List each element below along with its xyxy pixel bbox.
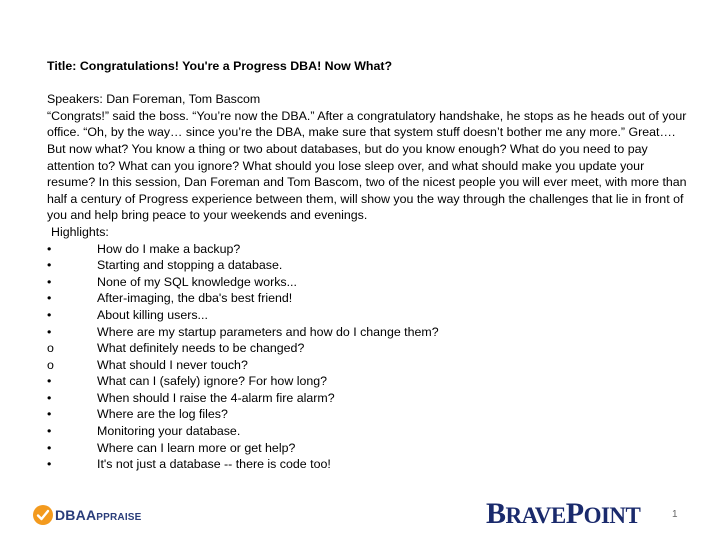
highlight-item [47, 307, 687, 324]
highlight-item [47, 390, 687, 407]
dba-logo-text: DBAAPPRAISE [55, 507, 142, 523]
highlight-text: Monitoring your database. [97, 424, 241, 439]
bullet-marker: • [47, 440, 52, 455]
sub-bullet-marker: o [47, 341, 54, 356]
bullet-marker: • [47, 374, 52, 389]
highlight-text: What can I (safely) ignore? For how long? [97, 374, 328, 389]
sub-bullet-marker: o [47, 357, 54, 372]
highlights-label: Highlights: [51, 224, 109, 239]
checkmark-icon [33, 505, 53, 525]
highlight-item [47, 440, 687, 457]
bullet-marker: • [47, 258, 52, 273]
bullet-marker: • [47, 424, 52, 439]
bravepoint-logo: BRAVEPOINT [486, 497, 641, 530]
speakers: Speakers: Dan Foreman, Tom Bascom [47, 92, 261, 107]
abstract-paragraph: “Congrats!” said the boss. “You’re now the DBA.” After a congratulatory handshake, he stops as he heads out of your office. “Oh, by the way… since you’re the DBA, make sure that system stuff doesn’t bother me any more.” Great…. But now what? You know a thing or two about databases, but do you know enough? What do you need to pay attention to? What can you ignore? What should you lose sleep over, and what should make you update your resume? In this session, Dan Foreman and Tom Bascom, two of the nicest people you will ever meet, with more than half a century of Progress experience between them, will show you the way through the challenges that lie in front of you and help bring peace to your weekends and evenings. [47, 108, 687, 223]
highlight-text: It's not just a database -- there is code too! [97, 457, 331, 472]
bullet-marker: • [47, 390, 52, 405]
slide-title: Title: Congratulations! You're a Progress DBA! Now What? [47, 59, 393, 73]
bullet-marker: • [47, 291, 52, 306]
dba-appraise-logo [33, 503, 142, 527]
highlight-item [47, 373, 687, 390]
highlight-text: How do I make a backup? [97, 241, 241, 256]
highlight-item [47, 257, 687, 274]
highlight-text: Where are my startup parameters and how do I change them? [97, 324, 439, 339]
highlight-item [47, 290, 687, 307]
highlight-item [47, 456, 687, 473]
highlights-list [47, 241, 687, 473]
highlight-item [47, 324, 687, 341]
highlight-item [47, 274, 687, 291]
highlight-item [47, 423, 687, 440]
highlight-text: When should I raise the 4-alarm fire alarm? [97, 390, 335, 405]
highlight-text: Where can I learn more or get help? [97, 440, 296, 455]
slide-content [47, 58, 687, 473]
highlight-text: After-imaging, the dba's best friend! [97, 291, 293, 306]
bullet-marker: • [47, 457, 52, 472]
bullet-marker: • [47, 241, 52, 256]
page-number: 1 [672, 509, 678, 520]
highlight-item [47, 406, 687, 423]
bullet-marker: • [47, 274, 52, 289]
highlight-text: What should I never touch? [97, 357, 248, 372]
spacer [47, 75, 687, 92]
highlight-text: None of my SQL knowledge works... [97, 274, 297, 289]
highlight-item [47, 241, 687, 258]
bullet-marker: • [47, 307, 52, 322]
bullet-marker: • [47, 324, 52, 339]
highlight-item [47, 357, 687, 374]
bullet-marker: • [47, 407, 52, 422]
highlight-text: About killing users... [97, 307, 208, 322]
highlight-item [47, 340, 687, 357]
highlight-text: Where are the log files? [97, 407, 228, 422]
highlight-text: What definitely needs to be changed? [97, 341, 305, 356]
highlight-text: Starting and stopping a database. [97, 258, 283, 273]
